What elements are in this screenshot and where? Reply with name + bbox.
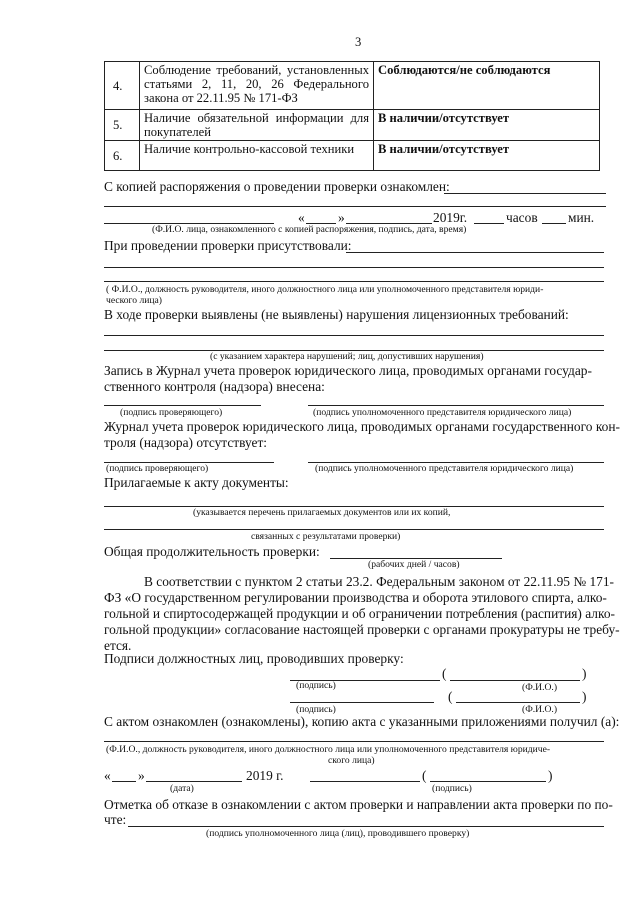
name-caption-1: (Ф.И.О.) [522, 682, 558, 693]
refusal-line1: Отметка об отказе в ознакомлении с актом проверки и направлении акта проверки по по- [104, 797, 613, 812]
signature-line-2[interactable] [290, 702, 434, 703]
acquainted-fill-line[interactable] [444, 193, 606, 194]
row-number: 5. [105, 110, 140, 141]
received-date-close: » [138, 768, 145, 783]
row-status: В наличии/отсутствует [374, 110, 600, 141]
paren-open-2: ( [448, 689, 453, 704]
received-paren-close: ) [548, 768, 553, 783]
journal-absent-line2: троля (надзора) отсутствует: [104, 435, 268, 450]
refusal-caption: (подпись уполномоченного лица (лиц), проводившего проверку) [206, 828, 470, 839]
acquainted-fill-line-2[interactable] [104, 206, 606, 207]
inspector-sign-line[interactable] [104, 405, 261, 406]
refusal-fill-line[interactable] [128, 826, 604, 827]
name-line-2[interactable] [456, 702, 580, 703]
name-line-1[interactable] [450, 680, 580, 681]
received-sign-caption: (подпись) [432, 783, 472, 794]
acquainted-caption: (Ф.И.О. лица, ознакомленного с копией распоряжения, подпись, дата, время) [152, 224, 467, 235]
sign-caption-2: (подпись) [296, 704, 336, 715]
received-date-open: « [104, 768, 111, 783]
present-caption-2: ческого лица) [106, 295, 162, 306]
law-line3: гольной и спиртосодержащей продукции и об ограничении потребления (распития) алко- [104, 606, 615, 621]
row-requirement: Соблюдение требований, установленных статьями 2, 11, 20, 26 Федерального закона от 22.11.95 № 171-ФЗ [140, 62, 374, 110]
requirements-table [104, 61, 600, 171]
refusal-line2: чте: [104, 812, 127, 827]
received-caption-2: ского лица) [328, 755, 375, 766]
law-line5: ется. [104, 638, 132, 653]
received-paren-open: ( [422, 768, 427, 783]
row-status: Соблюдаются/не соблюдаются [374, 62, 600, 110]
inspector-sign-caption-2: (подпись проверяющего) [106, 463, 209, 474]
journal-absent-line1: Журнал учета проверок юридического лица, проводимых органами государственного кон- [104, 419, 620, 434]
received-fill-line[interactable] [104, 741, 604, 742]
hours-line[interactable] [474, 223, 504, 224]
row-requirement: Наличие контрольно-кассовой техники [140, 141, 374, 171]
paren-close-1: ) [582, 666, 587, 681]
row-number: 6. [105, 141, 140, 171]
journal-entry-line1: Запись в Журнал учета проверок юридического лица, проводимых органами государ- [104, 363, 592, 378]
violations-fill-line[interactable] [104, 335, 604, 336]
law-line1: В соответствии с пунктом 2 статьи 23.2. Федеральным законом от 22.11.95 № 171- [144, 574, 614, 589]
received-name-line[interactable] [430, 781, 546, 782]
year-label: 2019г. [433, 210, 468, 225]
page-number: 3 [355, 35, 362, 49]
row-requirement: Наличие обязательной информации для покупателей [140, 110, 374, 141]
duration-label: Общая продолжительность проверки: [104, 544, 320, 559]
attached-label: Прилагаемые к акту документы: [104, 475, 289, 490]
signatures-label: Подписи должностных лиц, проводивших проверку: [104, 651, 404, 666]
received-day-line[interactable] [112, 781, 136, 782]
hours-label: часов [506, 210, 538, 225]
violations-caption: (с указанием характера нарушений; лиц, допустивших нарушения) [210, 351, 484, 362]
duration-caption: (рабочих дней / часов) [368, 559, 460, 570]
present-fill-line[interactable] [346, 252, 604, 253]
law-line2: ФЗ «О государственном регулировании производства и оборота этилового спирта, алко- [104, 590, 607, 605]
violations-label: В ходе проверки выявлены (не выявлены) нарушения лицензионных требований: [104, 307, 569, 322]
row-status: В наличии/отсутствует [374, 141, 600, 171]
minutes-label: мин. [568, 210, 595, 225]
acquainted-label: С копией распоряжения о проведении проверки ознакомлен: [104, 179, 450, 194]
sign-caption-1: (подпись) [296, 680, 336, 691]
table-row [105, 110, 600, 141]
name-caption-2: (Ф.И.О.) [522, 704, 558, 715]
received-label: С актом ознакомлен (ознакомлены), копию акта с указанными приложениями получил (а): [104, 714, 620, 729]
received-sign-line[interactable] [310, 781, 420, 782]
table-row [105, 141, 600, 171]
inspector-sign-caption: (подпись проверяющего) [120, 407, 223, 418]
minutes-line[interactable] [542, 223, 566, 224]
representative-sign-caption-2: (подпись уполномоченного представителя юридического лица) [315, 463, 574, 474]
date-open-quote: « [298, 210, 305, 225]
attached-caption-1: (указывается перечень прилагаемых документов или их копий, [193, 507, 451, 518]
date-close-quote: » [338, 210, 345, 225]
table-row [105, 62, 600, 110]
journal-entry-line2: ственного контроля (надзора) внесена: [104, 379, 325, 394]
received-month-line[interactable] [146, 781, 242, 782]
paren-open-1: ( [442, 666, 447, 681]
received-caption-1: (Ф.И.О., должность руководителя, иного должностного лица или уполномоченного представителя юридиче- [106, 744, 551, 755]
received-year: 2019 г. [246, 768, 284, 783]
representative-sign-line[interactable] [308, 405, 604, 406]
representative-sign-caption: (подпись уполномоченного представителя юридического лица) [313, 407, 572, 418]
present-label: При проведении проверки присутствовали: [104, 238, 352, 253]
received-date-caption: (дата) [170, 783, 194, 794]
present-caption: ( Ф.И.О., должность руководителя, иного должностного лица или уполномоченного представителя юриди- [106, 284, 544, 295]
present-fill-line-3[interactable] [104, 281, 604, 282]
present-fill-line-2[interactable] [104, 267, 604, 268]
row-number: 4. [105, 62, 140, 110]
paren-close-2: ) [582, 689, 587, 704]
attached-fill-line-2[interactable] [104, 529, 604, 530]
law-line4: гольной продукции» согласование настоящей проверки с органами прокуратуры не требу- [104, 622, 620, 637]
attached-caption-2: связанных с результатами проверки) [251, 531, 401, 542]
